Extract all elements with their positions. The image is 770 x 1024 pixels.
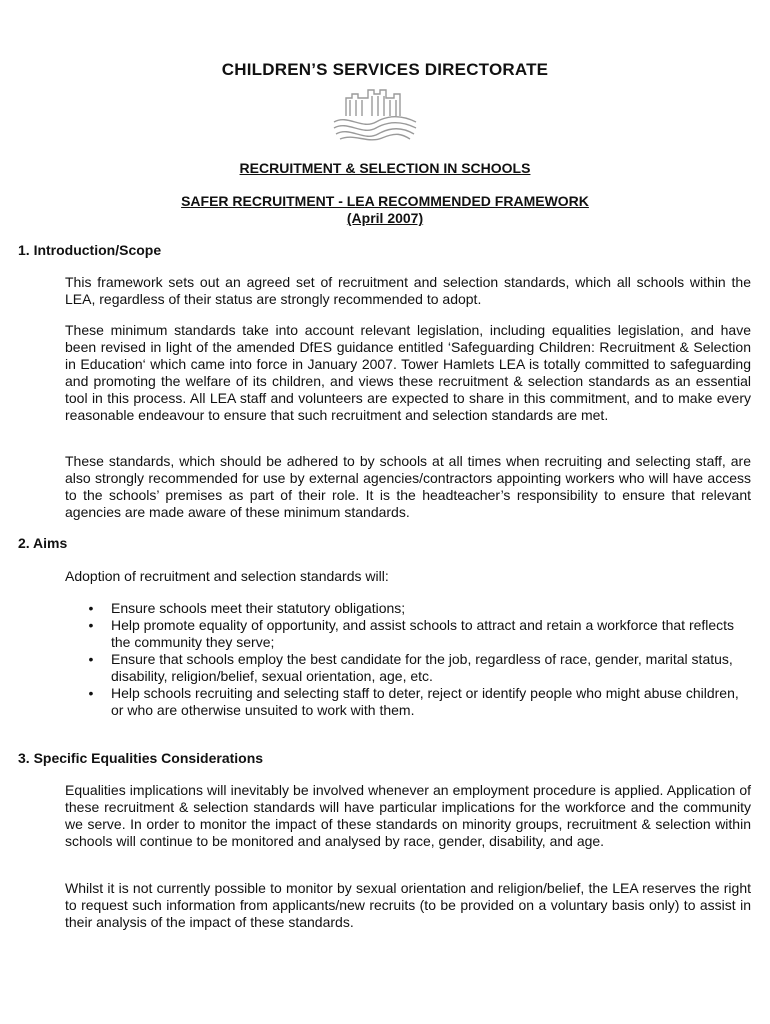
framework-date: (April 2007) — [346, 210, 424, 226]
directorate-title: CHILDREN’S SERVICES DIRECTORATE — [221, 60, 549, 79]
aims-list — [65, 600, 751, 719]
section-equalities-heading: 3. Specific Equalities Considerations — [18, 750, 264, 766]
intro-paragraph-1: This framework sets out an agreed set of recruitment and selection standards, which all schools within the LEA, regardless of their status are strongly recommended to adopt. — [65, 274, 751, 307]
bullet-icon: • — [88, 617, 94, 633]
council-logo-icon — [328, 86, 420, 142]
list-item: • Ensure that schools employ the best candidate for the job, regardless of race, gender, marital status, disability, religion/belief, sexual orientation, age, etc. — [65, 651, 751, 685]
list-item: • Ensure schools meet their statutory obligations; — [65, 600, 751, 617]
bullet-icon: • — [88, 651, 94, 667]
equalities-paragraph-1: Equalities implications will inevitably be involved whenever an employment procedure is applied. Application of these recruitment & selection standards will have particular implications for the workforce and the community we serve. In order to monitor the impact of these standards on minority groups, recruitment & selection within schools will continue to be monitored and analysed by race, gender, disability, and age. — [65, 782, 751, 849]
intro-paragraph-3: These standards, which should be adhered to by schools at all times when recruiting and selecting staff, are also strongly recommended for use by external agencies/contractors appointing workers who will have access to the schools’ premises as part of their role. It is the headteacher’s responsibility to ensure that relevant agencies are made aware of these minimum standards. — [65, 453, 751, 520]
section-intro-heading: 1. Introduction/Scope — [18, 242, 162, 258]
bullet-icon: • — [88, 685, 94, 701]
bullet-icon: • — [88, 600, 94, 616]
intro-paragraph-2: These minimum standards take into account relevant legislation, including equalities legislation, and have been revised in light of the amended DfES guidance entitled ‘Safeguarding Children: Recruitment & Selection in Education‘ which came into force in January 2007. Tower Hamlets LEA is totally committed to safeguarding and promoting the welfare of its children, and views these recruitment & selection standards as an essential tool in this process. All LEA staff and volunteers are expected to share in this commitment, and to make every reasonable endeavour to ensure that such recruitment and selection standards are met. — [65, 322, 751, 423]
equalities-paragraph-2: Whilst it is not currently possible to monitor by sexual orientation and religion/belief, the LEA reserves the right to request such information from applicants/new recruits (to be provided on a voluntary basis only) to assist in their analysis of the impact of these standards. — [65, 880, 751, 930]
list-item: • Help schools recruiting and selecting staff to deter, reject or identify people who might abuse children, or who are otherwise unsuited to work with them. — [65, 685, 751, 719]
aims-intro: Adoption of recruitment and selection standards will: — [65, 568, 389, 584]
list-item: • Help promote equality of opportunity, and assist schools to attract and retain a workforce that reflects the community they serve; — [65, 617, 751, 651]
recruitment-heading: RECRUITMENT & SELECTION IN SCHOOLS — [239, 160, 531, 176]
section-aims-heading: 2. Aims — [18, 535, 68, 551]
framework-heading: SAFER RECRUITMENT - LEA RECOMMENDED FRAMEWORK — [181, 193, 589, 209]
